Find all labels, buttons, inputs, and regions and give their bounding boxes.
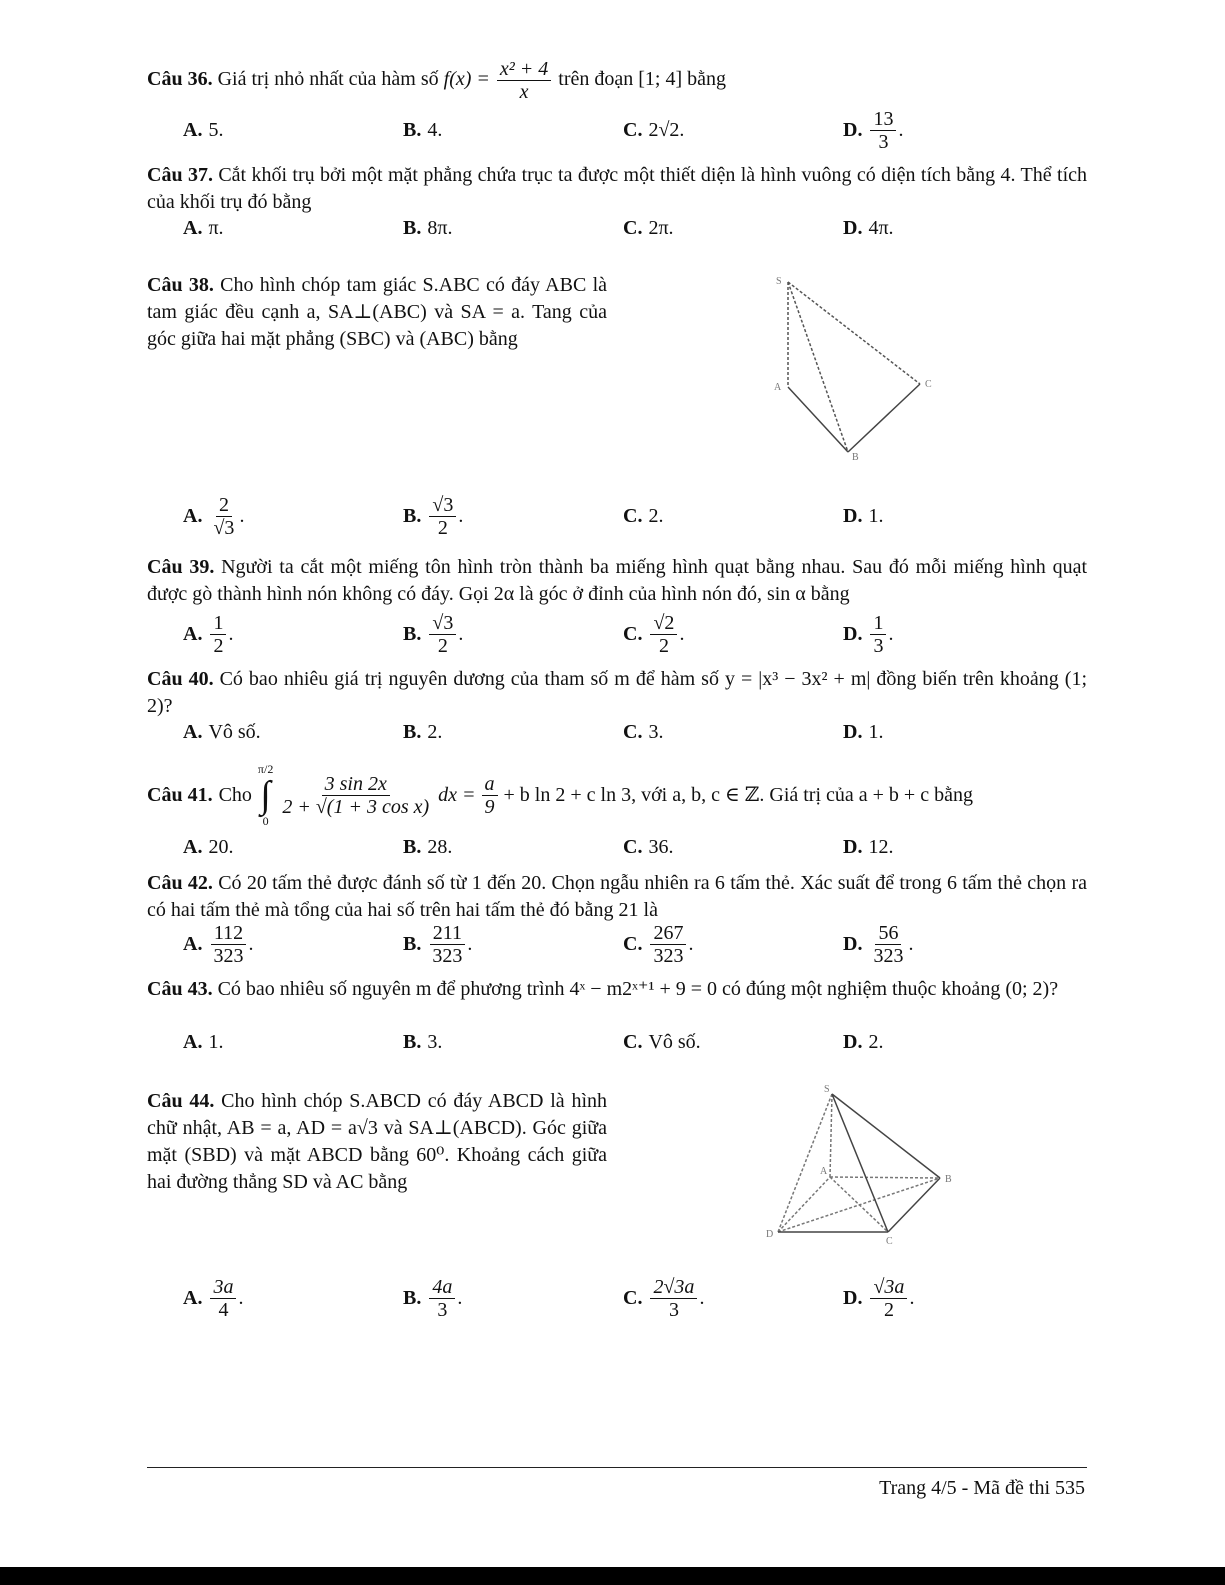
question-number: Câu 44. — [147, 1090, 215, 1112]
function-expression: f(x) = — [443, 68, 490, 91]
option-b: B. √3 2 . — [403, 493, 464, 539]
question-number: Câu 41. — [147, 783, 213, 806]
option-b: B. 4a 3 . — [403, 1275, 463, 1321]
question-text: Giá trị nhỏ nhất của hàm số — [217, 68, 439, 91]
vertex-label-a: A — [820, 1166, 828, 1177]
footer-divider — [147, 1467, 1087, 1468]
option-a: A. 20. — [183, 835, 234, 858]
option-b: B. 8π. — [403, 216, 453, 239]
option-c: C. 2√3a 3 . — [623, 1275, 705, 1321]
option-a: A. 2 √3 . — [183, 493, 245, 539]
option-c: C. 36. — [623, 835, 674, 858]
answer-options-42 — [0, 914, 1225, 974]
option-c: C. 267 323 . — [623, 921, 694, 967]
question-38 — [147, 272, 607, 353]
question-text: Có bao nhiêu giá trị nguyên dương của tham số m để hàm số y = |x³ − 3x² + m| đồng biến trên khoảng (1; 2)? — [147, 668, 1088, 717]
page-footer: Trang 4/5 - Mã đề thi 535 — [879, 1477, 1085, 1499]
option-a: A. Vô số. — [183, 720, 261, 743]
option-c: C. 2. — [623, 504, 664, 527]
question-number: Câu 39. — [147, 556, 215, 578]
option-b: B. 28. — [403, 835, 453, 858]
question-text: Cắt khối trụ bởi một mặt phẳng chứa trục ta được một thiết diện là hình vuông có diện tích bằng 4. Thể tích của khối trụ đó bằng — [147, 164, 1087, 213]
question-text: Cho hình chóp S.ABCD có đáy ABCD là hình chữ nhật, AB = a, AD = a√3 và SA⊥(ABCD). Góc giữa mặt (SBD) và mặt ABCD bằng 60⁰. Khoảng cách giữa hai đường thẳng SD và AC bằng — [147, 1090, 607, 1193]
option-c: C. 2√2. — [623, 118, 685, 141]
fraction: $\frac{\text{x² + 4}}{x}$ — [497, 58, 551, 103]
question-39 — [147, 554, 1087, 608]
integral-sign: π/2 ∫ 0 — [257, 762, 274, 828]
option-c: C. 3. — [623, 720, 664, 743]
answer-options-36 — [0, 100, 1225, 160]
option-d: D. 56 323 . — [843, 921, 914, 967]
question-text: Cho hình chóp tam giác S.ABC có đáy ABC là tam giác đều cạnh a, SA⊥(ABC) và SA = a. Tang của góc giữa hai mặt phẳng (SBC) và (ABC) bằng — [147, 274, 608, 350]
option-c: C. 2π. — [623, 216, 674, 239]
option-b: B. 4. — [403, 118, 443, 141]
vertex-label-d: D — [766, 1229, 774, 1240]
option-c: C. √2 2 . — [623, 611, 685, 657]
answer-options-37 — [0, 198, 1225, 258]
vertex-label-c: C — [886, 1236, 893, 1247]
question-number: Câu 43. — [147, 978, 213, 1000]
vertex-label-c: C — [925, 379, 932, 390]
option-a: A. 3a 4 . — [183, 1275, 244, 1321]
answer-options-40 — [0, 702, 1225, 762]
question-44 — [147, 1088, 607, 1196]
vertex-label-s: S — [776, 276, 782, 287]
question-text: Có 20 tấm thẻ được đánh số từ 1 đến 20. Chọn ngẫu nhiên ra 6 tấm thẻ. Xác suất để trong 6 tấm thẻ chọn ra có hai tấm thẻ mà tổng của hai số trên hai tấm thẻ đó bằng 21 là — [147, 872, 1087, 921]
option-a: A. 5. — [183, 118, 224, 141]
pyramid-sabcd-figure — [760, 1082, 965, 1247]
answer-options-38 — [0, 486, 1225, 546]
vertex-label-a: A — [774, 382, 782, 393]
option-b: B. 3. — [403, 1030, 443, 1053]
option-a: A. 1 2 . — [183, 611, 234, 657]
option-d: D. 1. — [843, 720, 884, 743]
option-b: B. 211 323 . — [403, 921, 473, 967]
question-number: Câu 38. — [147, 274, 214, 296]
question-text: Cho — [218, 783, 252, 806]
option-d: D. 1 3 . — [843, 611, 894, 657]
question-number: Câu 37. — [147, 164, 213, 186]
fraction: $\frac{a}{9}$ — [482, 773, 498, 818]
option-d: D. 2. — [843, 1030, 884, 1053]
option-a: A. 112 323 . — [183, 921, 254, 967]
option-a: A. 1. — [183, 1030, 224, 1053]
answer-options-39 — [0, 604, 1225, 664]
option-d: D. 12. — [843, 835, 894, 858]
vertex-label-b: B — [945, 1174, 952, 1185]
answer-options-44 — [0, 1268, 1225, 1328]
option-d: D. 4π. — [843, 216, 894, 239]
option-d: D. 1. — [843, 504, 884, 527]
question-text: Có bao nhiêu số nguyên m để phương trình 4ˣ − m2ˣ⁺¹ + 9 = 0 có đúng một nghiệm thuộc khoảng (0; 2)? — [217, 978, 1059, 1000]
question-text: Người ta cắt một miếng tôn hình tròn thành ba miếng hình quạt bằng nhau. Sau đó mỗi miếng hình quạt được gò thành hình nón không có đáy. Gọi 2α là góc ở đỉnh của hình nón đó, sin α bằng — [147, 556, 1087, 605]
question-43 — [147, 976, 1087, 1003]
option-c: C. Vô số. — [623, 1030, 701, 1053]
question-text-tail: trên đoạn [1; 4] bằng — [558, 68, 726, 91]
option-b: B. 2. — [403, 720, 443, 743]
vertex-label-s: S — [824, 1084, 830, 1095]
integrand-fraction: 3 sin 2x 2 + √(1 + 3 cos x) — [282, 772, 430, 818]
option-a: A. π. — [183, 216, 224, 239]
question-number: Câu 36. — [147, 68, 213, 91]
question-number: Câu 40. — [147, 668, 214, 690]
pyramid-sabc-figure — [770, 272, 950, 467]
option-d: D. √3a 2 . — [843, 1275, 915, 1321]
option-b: B. √3 2 . — [403, 611, 464, 657]
question-41: Câu 41. Cho π/2 ∫ 0 3 sin 2x 2 + √(1 + 3 cos x) dx = $\frac{a}{9}$ + b ln 2 + c ln 3, với a, b, c ∈ ℤ. Giá trị của a + b + c bằng — [147, 762, 973, 828]
question-36 — [147, 58, 1087, 103]
scan-border — [0, 1567, 1225, 1585]
answer-options-43 — [0, 1012, 1225, 1072]
question-number: Câu 42. — [147, 872, 213, 894]
vertex-label-b: B — [852, 452, 859, 463]
option-d: D. 13 3 . — [843, 107, 904, 153]
